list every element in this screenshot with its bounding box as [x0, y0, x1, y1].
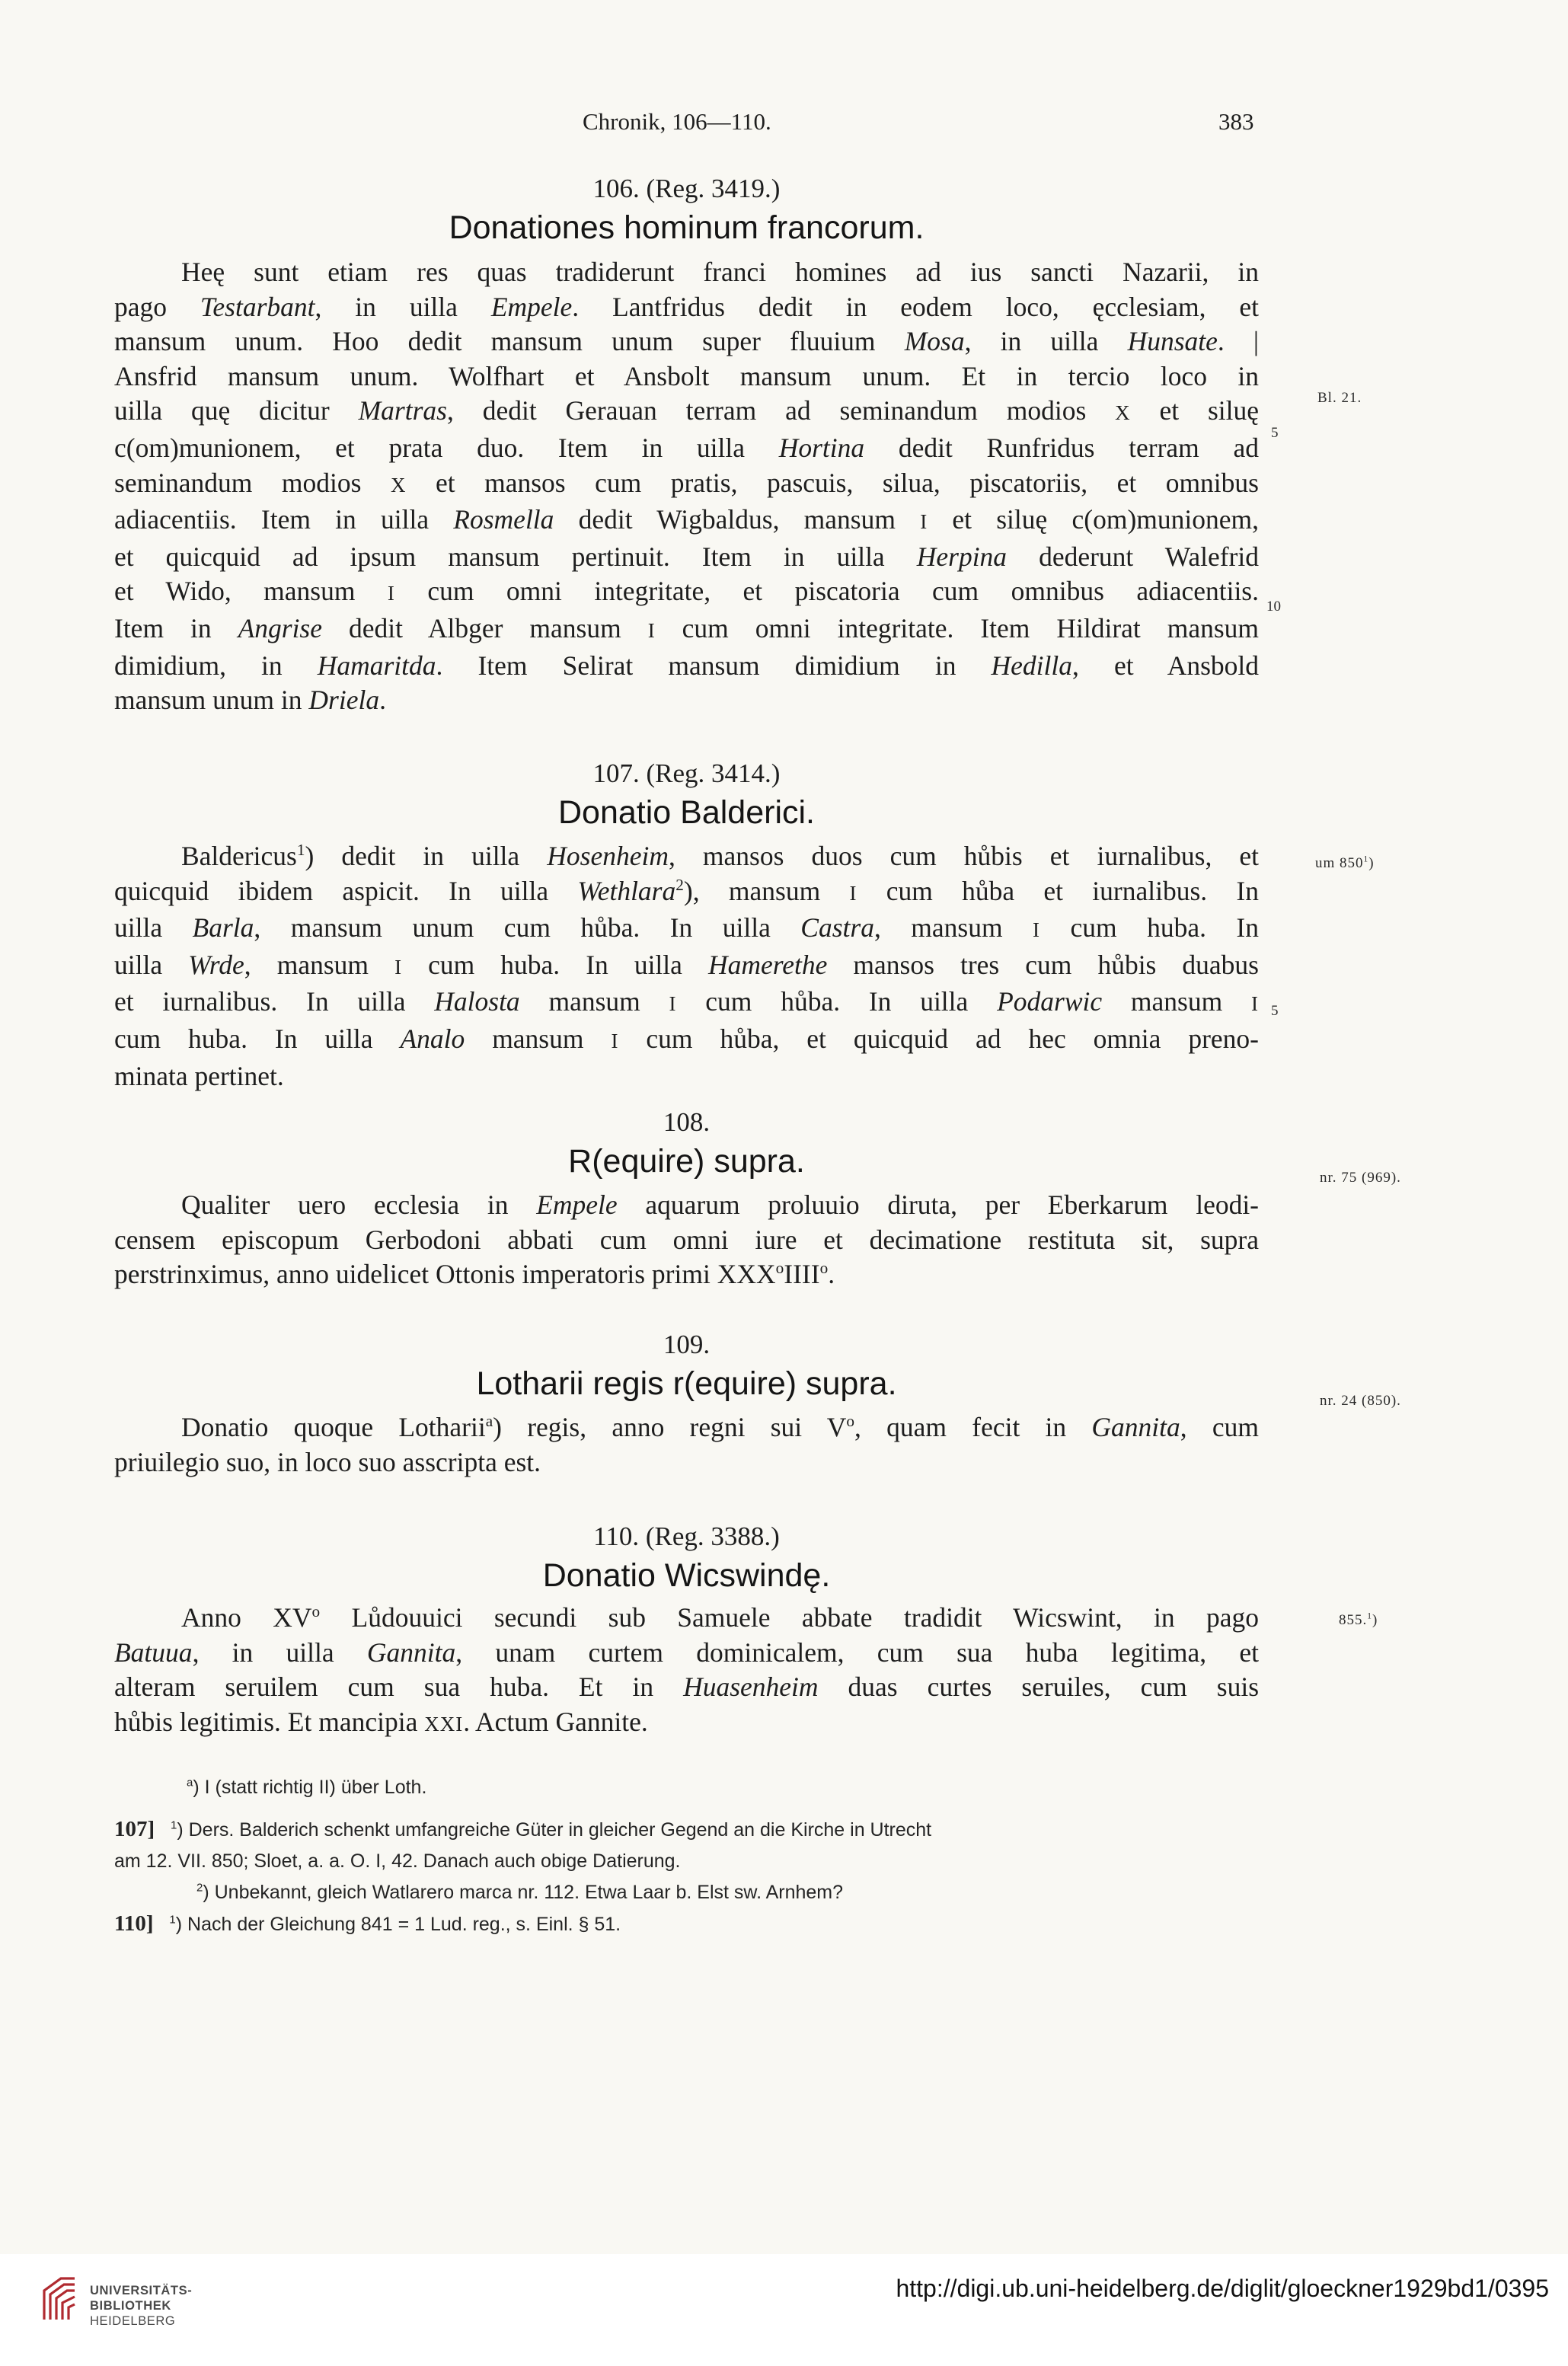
section-108 [114, 1106, 1259, 1292]
section-text [114, 1188, 1259, 1292]
section-heading: Donatio Balderici. [557, 794, 815, 831]
text-line: et iurnalibus. In uilla Halosta mansum I cum hůba. In uilla Podarwic mansum I [114, 986, 1259, 1017]
line-number: 5 [1271, 425, 1279, 441]
text-line: dimidium, in Hamaritda. Item Selirat mansum dimidium in Hedilla, et Ansbold [114, 650, 1260, 681]
section-number: 110. (Reg. 3388.) [593, 1521, 780, 1551]
line-number: 5 [1271, 1003, 1279, 1019]
section-text [114, 1410, 1259, 1480]
margin-note-date: um $850^1$) [1315, 854, 1375, 871]
text-line: hůbis legitimis. Et mancipia XXI. Actum Gannite. [114, 1706, 648, 1737]
text-line: adiacentiis. Item in uilla Rosmella dedit Wigbaldus, mansum I et siluę c(om)munionem, [114, 504, 1259, 535]
text-line: uilla quę dicitur Martras, dedit Gerauan terram ad seminandum modios X et siluę [114, 395, 1259, 426]
page-number: 383 [1218, 108, 1254, 135]
text-line: alteram seruilem cum sua huba. Et in Huasenheim duas curtes seruiles, cum suis [114, 1672, 1260, 1703]
section-107 [114, 757, 1259, 1094]
text-line: cum huba. In uilla Analo mansum I cum hůba, et quicquid ad hec omnia preno- [114, 1023, 1259, 1054]
text-line: Item in Angrise dedit Albger mansum I cum omni integritate. Item Hildirat mansum [114, 612, 1259, 643]
text-line: mansum unum. Hoo dedit mansum unum super fluuium Mosa, in uilla Hunsate. | [114, 326, 1260, 357]
text-line: c(om)munionem, et prata duo. Item in uilla Hortina dedit Runfridus terram ad [114, 432, 1259, 463]
section-number: 109. [663, 1330, 711, 1359]
footnote-107-1: 107] $^1$) Ders. Balderich schenkt umfangreiche Güter in gleicher Gegend an die Kirche in Utrecht [114, 1817, 932, 1841]
footnote-107-1-cont: am 12. VII. 850; Sloet, a. a. O. I, 42. Danach auch obige Datierung. [114, 1850, 681, 1872]
library-name-line: HEIDELBERG [90, 2314, 176, 2328]
text-line: pago Testarbant, in uilla Empele. Lantfridus dedit in eodem loco, ęcclesiam, et [114, 291, 1259, 322]
running-title: Chronik, 106—110. [583, 108, 771, 135]
text-line: Batuua, in uilla Gannita, unam curtem dominicalem, cum sua huba legitima, et [114, 1636, 1259, 1668]
text-line: censem episcopum Gerbodoni abbati cum omni iure et decimatione restituta sit, supra [114, 1224, 1259, 1255]
text-line: seminandum modios X et mansos cum pratis, pascuis, silua, piscatoriis, et omnibus [114, 467, 1259, 498]
section-heading: Donationes hominum francorum. [449, 209, 925, 246]
text-line: mansum unum in Driela. [114, 685, 386, 716]
footer-bar [0, 2254, 1568, 2366]
section-number: 106. (Reg. 3419.) [592, 174, 781, 203]
line-number: 10 [1266, 599, 1281, 615]
text-line: Qualiter uero ecclesia in Empele aquarum proluuio diruta, per Eberkarum leodi- [181, 1189, 1260, 1220]
margin-note-folio: Bl. 21. [1317, 390, 1362, 406]
text-line: Heę sunt etiam res quas tradiderunt franci homines ad ius sancti Nazarii, in [181, 257, 1259, 287]
margin-note-ref: nr. 24 (850). [1320, 1393, 1401, 1409]
library-name [90, 2283, 192, 2329]
text-line: Baldericus$^1$) dedit in uilla Hosenheim, mansos duos cum hůbis et iurnalibus, et [181, 841, 1260, 871]
footnote-110-1: 110] $^1$) Nach der Gleichung 841 = 1 Lud. reg., s. Einl. § 51. [114, 1911, 621, 1936]
text-line: minata pertinet. [114, 1060, 284, 1091]
section-text [114, 1601, 1259, 1742]
margin-note-ref: nr. 75 (969). [1320, 1170, 1401, 1186]
section-number: 107. (Reg. 3414.) [592, 758, 781, 788]
section-heading: Lotharii regis r(equire) supra. [476, 1365, 897, 1402]
library-logo-icon [38, 2274, 79, 2324]
text-line: et quicquid ad ipsum mansum pertinuit. Item in uilla Herpina dederunt Walefrid [114, 541, 1259, 572]
running-head [0, 108, 1568, 139]
library-name-line: UNIVERSITÄTS- [90, 2284, 193, 2297]
text-line: quicquid ibidem aspicit. In uilla Wethlara$^2$), mansum I cum hůba et iurnalibus. In [114, 875, 1259, 906]
section-106 [114, 172, 1259, 718]
section-text [114, 839, 1259, 1094]
section-heading: R(equire) supra. [568, 1143, 805, 1180]
text-line: uilla Barla, mansum unum cum hůba. In uilla Castra, mansum I cum huba. In [114, 912, 1259, 944]
text-line: perstrinximus, anno uidelicet Ottonis imperatoris primi XXX$^o$IIII$^o$. [114, 1259, 835, 1290]
library-name-line: BIBLIOTHEK [90, 2299, 171, 2313]
section-text [114, 255, 1259, 718]
text-line: Anno $XV^o$ Lůdouuici secundi sub Samuele abbate tradidit Wicswint, in pago [181, 1602, 1259, 1633]
footnote-107-2: $^2$) Unbekannt, gleich Watlarero marca nr. 112. Etwa Laar b. Elst sw. Arnhem? [196, 1881, 844, 1903]
margin-note-date: 855.$^1$) [1339, 1611, 1378, 1628]
footnotes [114, 1772, 1259, 1940]
section-number: 108. [663, 1107, 711, 1137]
footnote-a: $^a$) I (statt richtig II) über Loth. [187, 1776, 427, 1798]
text-line: priuilegio suo, in loco suo asscripta est. [114, 1446, 541, 1477]
section-109 [114, 1328, 1259, 1480]
text-line: uilla Wrde, mansum I cum huba. In uilla Hamerethe mansos tres cum hůbis duabus [114, 949, 1259, 980]
source-url-link[interactable]: http://digi.ub.uni-heidelberg.de/diglit/gloeckner1929bd1/0395 [896, 2275, 1549, 2302]
text-line: et Wido, mansum I cum omni integritate, et piscatoria cum omnibus adiacentiis. [114, 576, 1259, 607]
text-line: Ansfrid mansum unum. Wolfhart et Ansbolt mansum unum. Et in tercio loco in [114, 360, 1259, 391]
text-line: Donatio quoque Lotharii$^a$) regis, anno regni sui $V^o$, quam fecit in Gannita, cum [181, 1412, 1260, 1442]
section-heading: Donatio Wicswindę. [542, 1557, 831, 1594]
section-110 [114, 1520, 1259, 1742]
